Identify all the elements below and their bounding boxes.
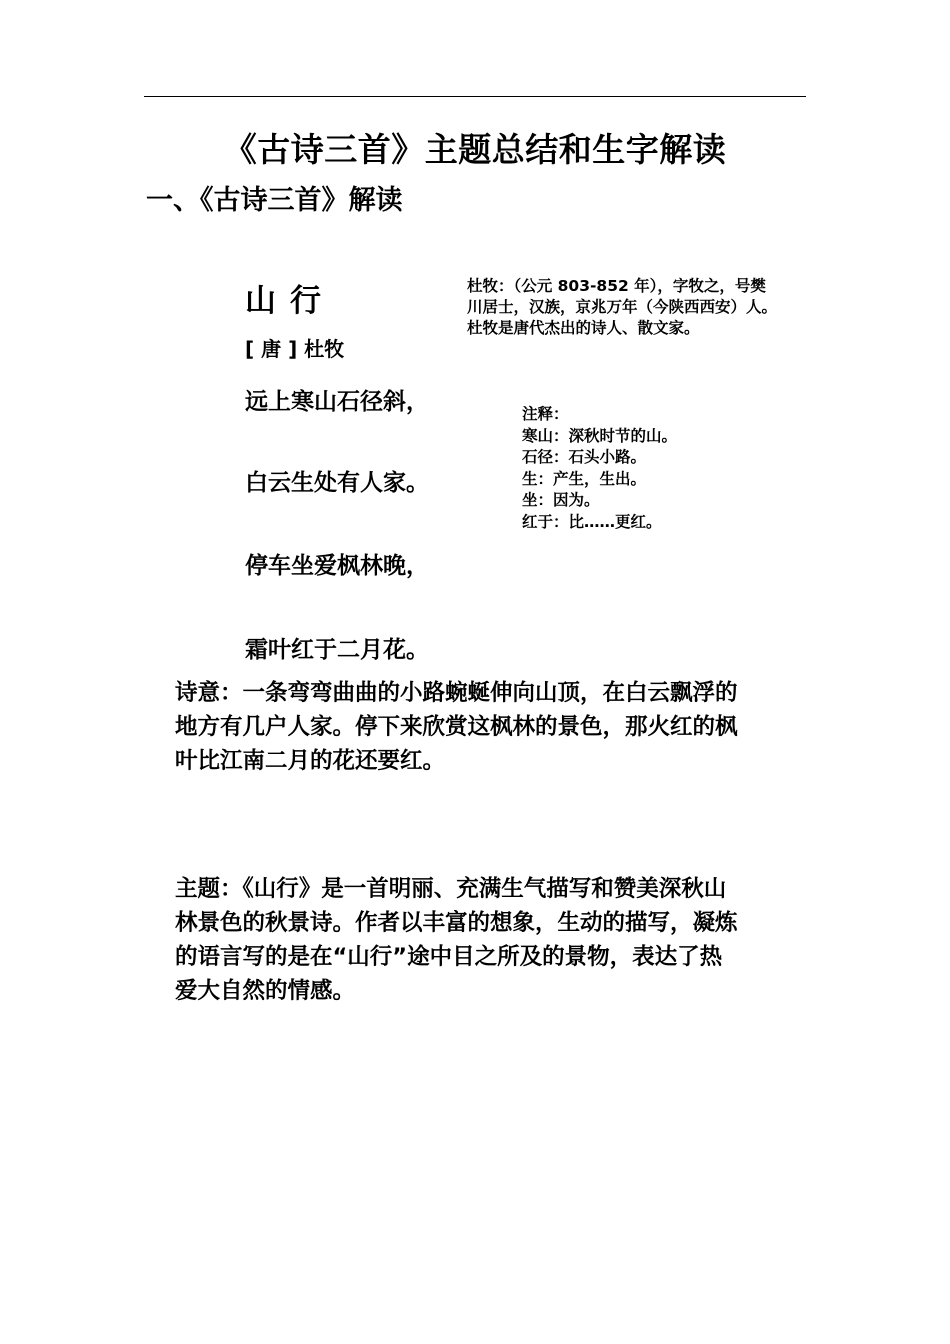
author-bio-line: 川居士，汉族，京兆万年（今陕西西安）人。 [467, 298, 778, 316]
poem-theme-paragraph [175, 872, 738, 1008]
note-item: 寒山：深秋时节的山。 [522, 426, 678, 445]
document-title: 《古诗三首》主题总结和生字解读 [223, 130, 727, 169]
poem-author: [ 唐 ] 杜牧 [245, 337, 345, 361]
notes-heading: 注释： [522, 405, 569, 423]
author-bio-line: 杜牧：（公元 803-852 年），字牧之，号樊 [467, 277, 766, 295]
note-item: 生：产生，生出。 [522, 469, 647, 488]
paragraph-line: 叶比江南二月的花还要红。 [175, 748, 446, 774]
note-item: 石径：石头小路。 [522, 448, 647, 467]
section-heading: 一、《古诗三首》解读 [146, 185, 403, 216]
note-item: 红于：比……更红。 [522, 512, 662, 531]
paragraph-line: 主题：《山行》是一首明丽、充满生气描写和赞美深秋山 [175, 876, 727, 902]
author-bio-line: 杜牧是唐代杰出的诗人、散文家。 [467, 319, 700, 337]
poem-line: 白云生处有人家。 [245, 470, 429, 496]
paragraph-line: 诗意：一条弯弯曲曲的小路蜿蜒伸向山顶，在白云飘浮的 [175, 680, 738, 706]
header-rule [144, 96, 806, 97]
poem-line: 停车坐爱枫林晚， [245, 553, 429, 579]
annotation-notes [522, 404, 677, 534]
note-item: 坐：因为。 [522, 491, 600, 510]
author-bio [467, 276, 842, 339]
poem-meaning-paragraph [175, 676, 738, 778]
paragraph-line: 林景色的秋景诗。作者以丰富的想象，生动的描写，凝炼 [175, 910, 738, 936]
poem-title: 山行 [245, 283, 335, 319]
paragraph-line: 的语言写的是在“山行”途中目之所及的景物，表达了热 [175, 944, 723, 970]
paragraph-line: 爱大自然的情感。 [175, 978, 356, 1004]
poem-line: 霜叶红于二月花。 [245, 637, 429, 663]
poem-line: 远上寒山石径斜， [245, 389, 429, 415]
paragraph-line: 地方有几户人家。停下来欣赏这枫林的景色，那火红的枫 [175, 714, 738, 740]
